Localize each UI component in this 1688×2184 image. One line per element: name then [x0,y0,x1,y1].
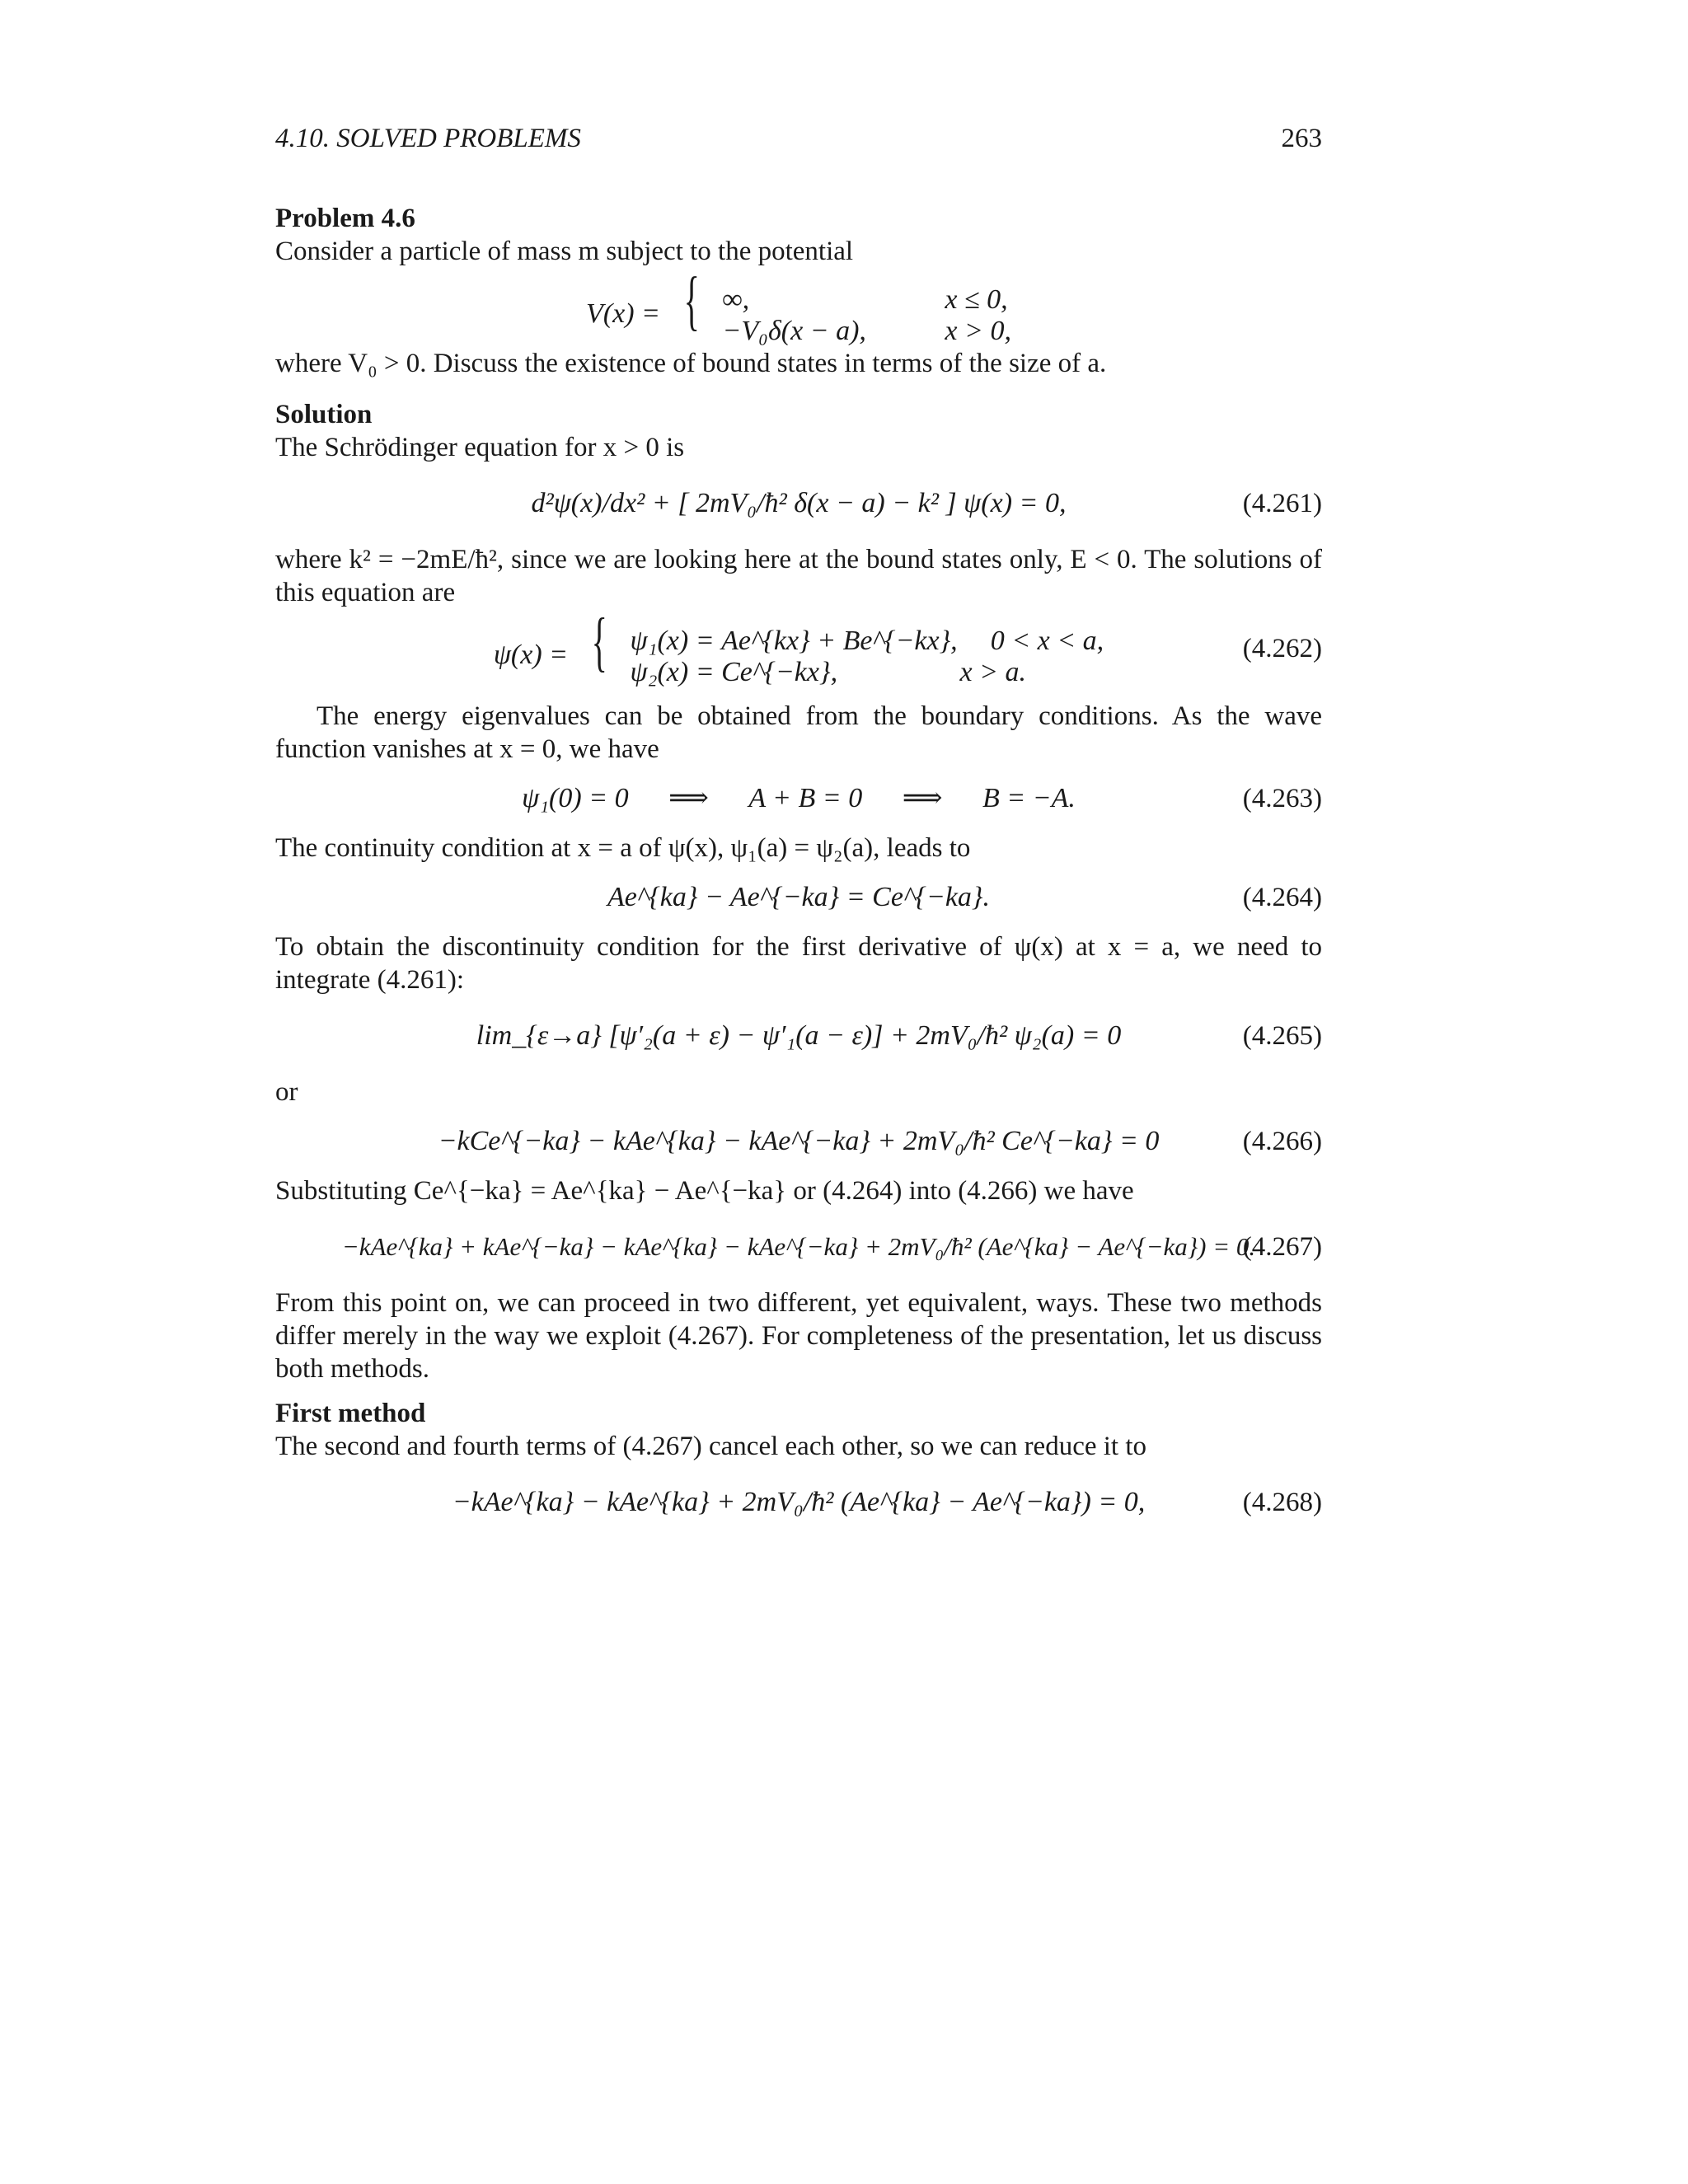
section-title: 4.10. SOLVED PROBLEMS [275,124,581,153]
equation-4-265 [275,996,1322,1076]
eq262-case2-cond: x > a. [959,657,1027,688]
eq263-part-a: ψ₁(0) = 0 [522,783,629,813]
methods-paragraph: From this point on, we can proceed in two different, yet equivalent, ways. These two methods differ merely in the way we exploit (4.267). For completeness of the presentation, let us discuss both methods. [275,1288,1322,1384]
eq263-part-b: A + B = 0 [748,783,863,813]
implies-arrow: ⟹ [668,783,709,813]
case2-cond: x > 0, [945,316,1011,347]
page-number: 263 [1281,124,1322,153]
eq262-case2: ψ₂(x) = Ce^{−kx}, [630,657,838,688]
eq262-case1: ψ₁(x) = Ae^{kx} + Be^{−kx}, [630,626,958,657]
eq268-body: −kAe^{ka} − kAe^{ka} + 2mV₀/ħ² (Ae^{ka} − Ae^{−ka}) = 0, [452,1487,1146,1517]
potential-equation [275,264,1322,347]
equation-4-261 [275,464,1322,543]
problem-intro: Consider a particle of mass m subject to the potential [275,237,854,266]
after-261-text: where k² = −2mE/ħ², since we are looking here at the bound states only, E < 0. The solutions of this equation are [275,545,1322,607]
left-brace: { [683,264,700,337]
eq263-part-c: B = −A. [982,783,1076,813]
eq264-number: (4.264) [1242,883,1322,912]
equation-4-268 [275,1463,1322,1542]
potential-lhs: V(x) = [586,298,660,329]
eq262-lhs: ψ(x) = [493,639,569,670]
eq265-body: lim_{ε→a} [ψ′₂(a + ε) − ψ′₁(a − ε)] + 2mV₀/ħ² ψ₂(a) = 0 [476,1020,1122,1051]
energy-paragraph: The energy eigenvalues can be obtained from the boundary conditions. As the wave function vanishes at x = 0, we have [275,701,1322,764]
eq266-body: −kCe^{−ka} − kAe^{ka} − kAe^{−ka} + 2mV₀/ħ² Ce^{−ka} = 0 [438,1126,1160,1156]
first-method-text: The second and fourth terms of (4.267) cancel each other, so we can reduce it to [275,1432,1146,1461]
eq268-number: (4.268) [1242,1488,1322,1517]
eq263-number: (4.263) [1242,784,1322,813]
eq266-number: (4.266) [1242,1127,1322,1156]
equation-4-263 [275,766,1322,832]
implies-arrow: ⟹ [902,783,943,813]
page-body [275,202,1322,1542]
problem-question: where V₀ > 0. Discuss the existence of bound states in terms of the size of a. [275,349,1107,378]
continuity-text: The continuity condition at x = a of ψ(x), ψ₁(a) = ψ₂(a), leads to [275,833,971,863]
eq267-number: (4.267) [1242,1232,1322,1262]
solution-title: Solution [275,400,373,429]
eq267-body: −kAe^{ka} + kAe^{−ka} − kAe^{ka} − kAe^{−ka} + 2mV₀/ħ² (Ae^{ka} − Ae^{−ka}) = 0. [341,1232,1256,1261]
case2-expr: −V₀δ(x − a), [722,316,866,347]
eq262-number: (4.262) [1242,634,1322,663]
eq261-number: (4.261) [1242,489,1322,518]
case1-cond: x ≤ 0, [945,284,1008,316]
eq265-number: (4.265) [1242,1021,1322,1051]
or-word: or [275,1077,298,1107]
left-brace: { [591,605,607,678]
equation-4-266 [275,1108,1322,1174]
eq262-case1-cond: 0 < x < a, [990,626,1104,657]
case1-expr: ∞, [722,284,750,316]
equation-4-262 [275,605,1322,688]
solution-line1: The Schrödinger equation for x > 0 is [275,433,685,462]
eq262-cases [631,626,1104,688]
potential-cases [722,284,1011,347]
running-header [275,124,1322,165]
equation-4-264 [275,865,1322,930]
problem-title: Problem 4.6 [275,204,415,233]
discontinuity-text: To obtain the discontinuity condition for the first derivative of ψ(x) at x = a, we need to integrate (4.261): [275,932,1322,995]
eq261-body: d²ψ(x)/dx² + [ 2mV₀/ħ² δ(x − a) − k² ] ψ(x) = 0, [531,488,1067,518]
eq264-body: Ae^{ka} − Ae^{−ka} = Ce^{−ka}. [607,882,991,912]
first-method-title: First method [275,1399,426,1428]
equation-4-267 [275,1207,1322,1286]
substituting-text: Substituting Ce^{−ka} = Ae^{ka} − Ae^{−ka} or (4.264) into (4.266) we have [275,1176,1134,1206]
